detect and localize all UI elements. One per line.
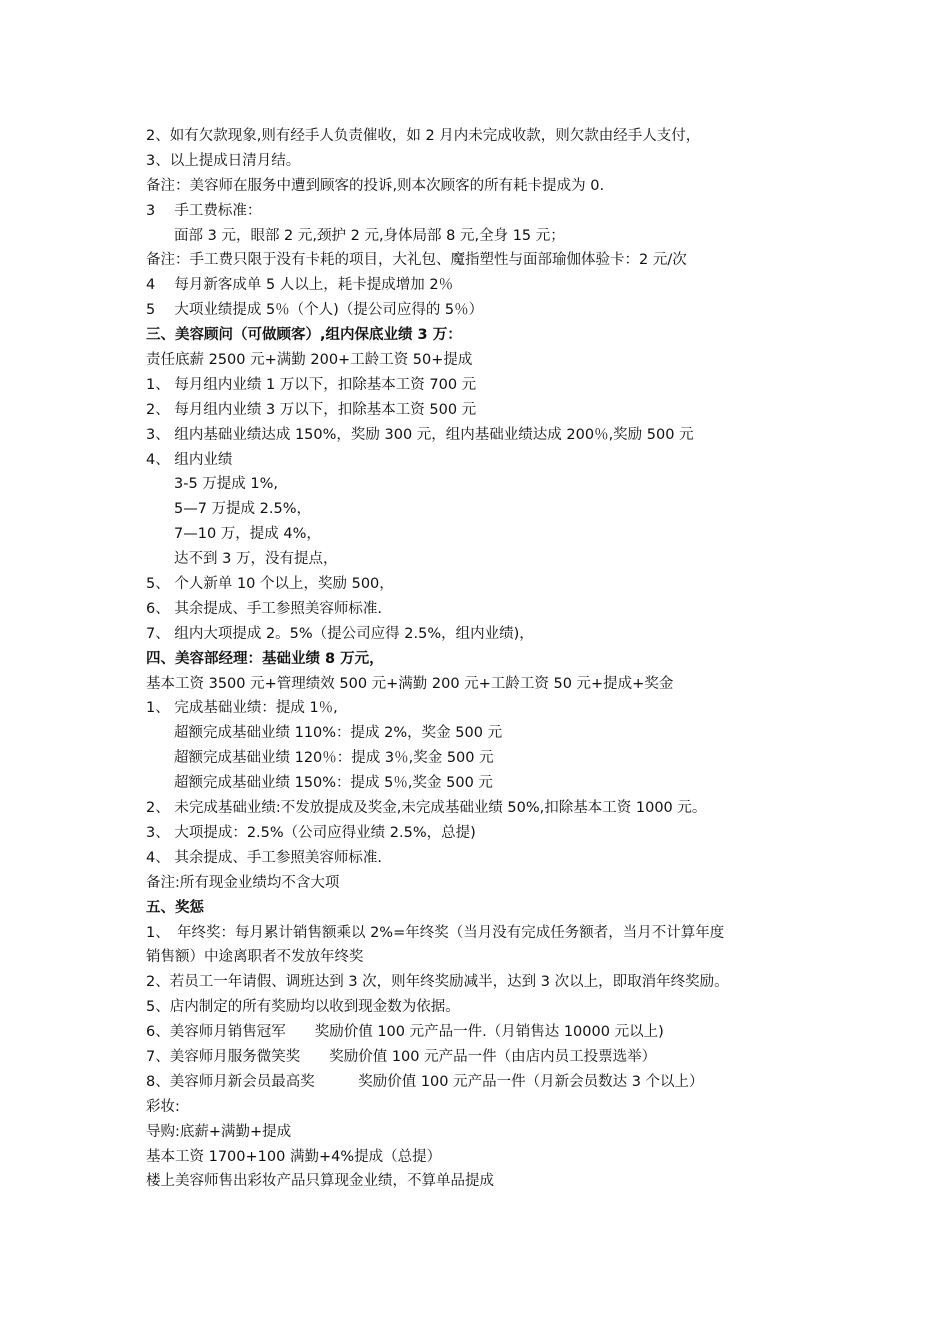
text-line: 基本工资 3500 元+管理绩效 500 元+满勤 200 元+工龄工资 50 元+提成+奖金 — [146, 675, 674, 692]
text-line: 7、美容师月服务微笑奖 奖励价值 100 元产品一件（由店内员工投票选举） — [146, 1048, 657, 1065]
text-line: 7、 组内大项提成 2。5%（提公司应得 2.5%，组内业绩)， — [146, 625, 534, 642]
text-line: 楼上美容师售出彩妆产品只算现金业绩，不算单品提成 — [146, 1173, 494, 1190]
text-line: 达不到 3 万，没有提点， — [174, 551, 338, 568]
section-heading: 五、奖惩 — [146, 899, 204, 916]
text-line: 4 每月新客成单 5 人以上，耗卡提成增加 2％ — [146, 277, 454, 294]
text-line: 1、 年终奖：每月累计销售额乘以 2%=年终奖（当月没有完成任务额者，当月不计算年度 — [146, 924, 725, 941]
text-line: 3、 组内基础业绩达成 150%，奖励 300 元，组内基础业绩达成 200％,奖励 500 元 — [146, 426, 694, 443]
text-line: 4、 其余提成、手工参照美容师标准. — [146, 849, 382, 866]
text-line: 2、若员工一年请假、调班达到 3 次，则年终奖励减半，达到 3 次以上，即取消年终奖励。 — [146, 974, 729, 991]
text-line: 3、以上提成日清月结。 — [146, 152, 301, 169]
text-line: 4、 组内业绩 — [146, 451, 233, 468]
text-line: 面部 3 元，眼部 2 元,颈护 2 元,身体局部 8 元,全身 15 元； — [174, 227, 565, 244]
text-line: 6、 其余提成、手工参照美容师标准. — [146, 600, 382, 617]
text-line: 超额完成基础业绩 150%：提成 5％,奖金 500 元 — [174, 775, 493, 792]
text-line: 1、 完成基础业绩：提成 1％, — [146, 700, 338, 717]
text-line: 基本工资 1700+100 满勤+4%提成（总提） — [146, 1148, 442, 1165]
text-line: 备注：手工费只限于没有卡耗的项目，大礼包、魔指塑性与面部瑜伽体验卡：2 元/次 — [146, 252, 687, 269]
document-body — [146, 124, 826, 1194]
text-line: 5 大项业绩提成 5％（个人)（提公司应得的 5％） — [146, 302, 484, 319]
text-line: 2、 未完成基础业绩:不发放提成及奖金,未完成基础业绩 50%,扣除基本工资 1000 元。 — [146, 800, 707, 817]
text-line: 超额完成基础业绩 110%：提成 2%，奖金 500 元 — [174, 725, 503, 742]
text-line: 5、 个人新单 10 个以上，奖励 500， — [146, 576, 394, 593]
text-line: 3 手工费标准： — [146, 202, 262, 219]
text-line: 责任底薪 2500 元+满勤 200+工龄工资 50+提成 — [146, 352, 473, 369]
text-line: 3、 大项提成：2.5%（公司应得业绩 2.5%，总提) — [146, 824, 476, 841]
text-line: 5、店内制定的所有奖励均以收到现金数为依据。 — [146, 999, 460, 1016]
section-heading: 四、美容部经理：基础业绩 8 万元， — [146, 650, 384, 667]
text-line: 彩妆: — [146, 1098, 180, 1115]
text-line: 超额完成基础业绩 120％：提成 3％,奖金 500 元 — [174, 750, 494, 767]
text-line: 导购:底薪+满勤+提成 — [146, 1123, 292, 1140]
text-line: 5—7 万提成 2.5%， — [174, 501, 312, 518]
text-line: 3-5 万提成 1%, — [174, 476, 279, 493]
text-line: 备注:所有现金业绩均不含大项 — [146, 874, 340, 891]
text-line: 备注：美容师在服务中遭到顾客的投诉,则本次顾客的所有耗卡提成为 0. — [146, 177, 605, 194]
text-line: 7—10 万，提成 4%， — [174, 526, 321, 543]
section-heading: 三、美容顾问（可做顾客）,组内保底业绩 3 万： — [146, 327, 462, 344]
text-line: 2、 每月组内业绩 3 万以下，扣除基本工资 500 元 — [146, 401, 477, 418]
text-line: 2、如有欠款现象,则有经手人负责催收，如 2 月内未完成收款，则欠款由经手人支付， — [146, 128, 701, 144]
text-line: 6、美容师月销售冠军 奖励价值 100 元产品一件.（月销售达 10000 元以上) — [146, 1024, 664, 1041]
text-line: 销售额）中途离职者不发放年终奖 — [146, 949, 364, 966]
text-line: 8、美容师月新会员最高奖 奖励价值 100 元产品一件（月新会员数达 3 个以上） — [146, 1073, 704, 1090]
text-line: 1、 每月组内业绩 1 万以下，扣除基本工资 700 元 — [146, 376, 477, 393]
